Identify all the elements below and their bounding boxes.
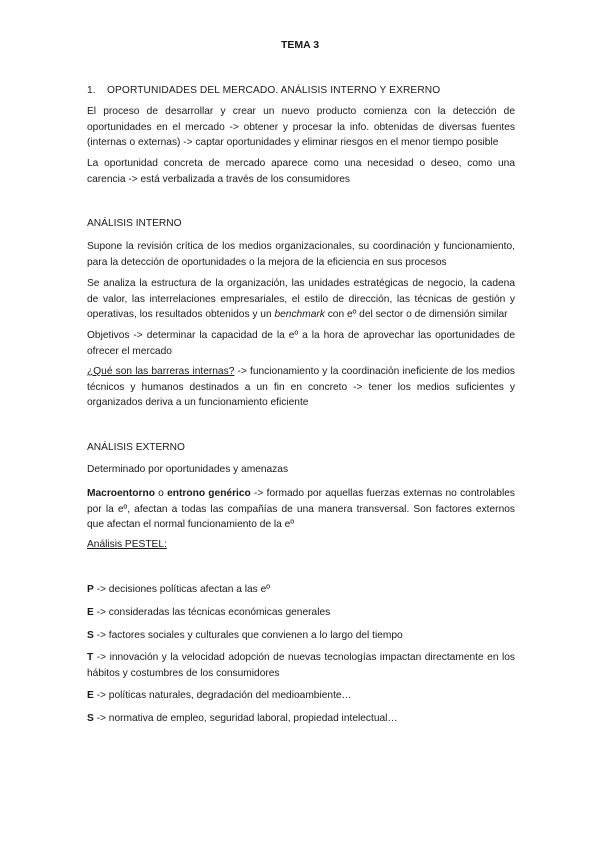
internal-paragraph-4 — [87, 364, 515, 411]
section-1-paragraph-1: El proceso de desarrollar y crear un nuevo producto comienza con la detección de oportunidades en el mercado -> obtener y procesar la info. obtenidas de diversas fuentes (internas o externas) -> captar oportunidades y eliminar riesgos en el menor tiempo posible — [87, 106, 515, 148]
pestel-item — [87, 628, 515, 644]
pestel-item — [87, 650, 515, 681]
page-title: TEMA 3 — [280, 39, 320, 51]
macroentorno-connector: o — [154, 488, 168, 499]
pestel-text: -> decisiones políticas afectan a las eº — [93, 584, 270, 595]
internal-p2-tail: con eº del sector o de dimensión similar — [324, 309, 508, 320]
section-number: 1. — [87, 85, 96, 96]
pestel-letter: P — [87, 584, 94, 595]
external-paragraph-1: Determinado por oportunidades y amenazas — [87, 464, 289, 475]
macroentorno-term: Macroentorno — [87, 488, 155, 499]
pestel-text: -> innovación y la velocidad adopción de nuevas tecnologías impactan directamente en los hábitos y costumbres de los consumidores — [87, 652, 515, 679]
section-1-heading — [87, 83, 515, 99]
pestel-item — [87, 688, 515, 704]
section-title: OPORTUNIDADES DEL MERCADO. ANÁLISIS INTERNO Y EXRERNO — [107, 85, 441, 96]
pestel-item — [87, 582, 515, 598]
pestel-heading: Análisis PESTEL: — [87, 539, 167, 550]
benchmark-term: benchmark — [274, 309, 325, 320]
internal-analysis-heading: ANÁLISIS INTERNO — [87, 218, 182, 229]
pestel-text: -> factores sociales y culturales que convienen a lo largo del tiempo — [93, 630, 403, 641]
pestel-text: -> consideradas las técnicas económicas generales — [93, 607, 331, 618]
pestel-item — [87, 711, 515, 727]
section-1-paragraph-2: La oportunidad concreta de mercado aparece como una necesidad o deseo, como una carencia -> está verbalizada a través de los consumidores — [87, 158, 515, 185]
internal-barriers-answer: -> funcionamiento y la coordinación ineficiente de los medios técnicos y humanos destinados a un fin en concreto -> tener los medios suficientes y organizados deriva a un funcionamiento eficiente — [87, 366, 515, 408]
internal-barriers-question: ¿Qué son las barreras internas? — [87, 366, 235, 377]
external-paragraph-2 — [87, 486, 515, 533]
external-analysis-heading: ANÁLISIS EXTERNO — [87, 442, 185, 453]
internal-paragraph-2 — [87, 276, 515, 323]
pestel-letter: T — [87, 652, 94, 663]
pestel-letter: E — [87, 690, 94, 701]
pestel-item — [87, 605, 515, 621]
internal-paragraph-3: Objetivos -> determinar la capacidad de la eº a la hora de aprovechar las oportunidades de ofrecer el mercado — [87, 330, 515, 357]
entorno-generico-term: entrono genérico — [167, 488, 251, 499]
external-p2-text: -> formado por aquellas fuerzas externas no controlables por la eº, afectan a todas las compañías de una manera transversal. Son factores externos que afectan el normal funcionamiento de la eº — [87, 488, 515, 530]
internal-p2-text: Se analiza la estructura de la organización, las unidades estratégicas de negocio, la cadena de valor, las interrelaciones empresariales, el estilo de dirección, las técnicas de gestión y operativas, los resultados obtenidos y un — [87, 278, 515, 320]
internal-paragraph-1: Supone la revisión crítica de los medios organizacionales, su coordinación y funcionamiento, para la detección de oportunidades o la mejora de la eficiencia en sus procesos — [87, 241, 515, 268]
pestel-text: -> normativa de empleo, seguridad laboral, propiedad intelectual… — [93, 713, 398, 724]
pestel-letter: S — [87, 713, 94, 724]
pestel-letter: S — [87, 630, 94, 641]
pestel-text: -> políticas naturales, degradación del medioambiente… — [93, 690, 352, 701]
pestel-letter: E — [87, 607, 94, 618]
